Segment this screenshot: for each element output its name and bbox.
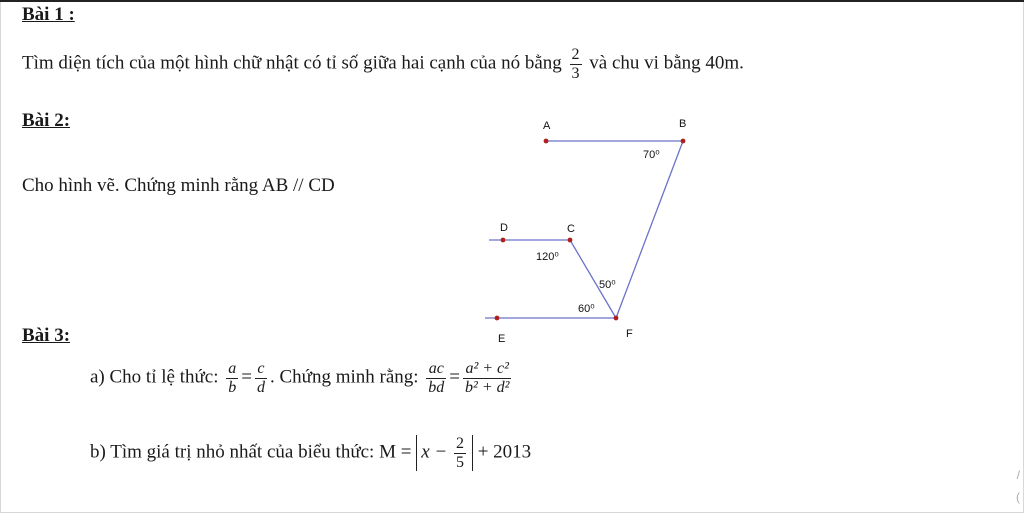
bai1-ratio (570, 46, 582, 82)
bai1-text (22, 46, 744, 82)
angle-c: 120⁰ (536, 251, 559, 263)
bai3-b-tail: + 2013 (477, 441, 532, 463)
absolute-value (416, 435, 473, 471)
edge-mark-1: / (1016, 468, 1020, 482)
bai3-part-a (90, 360, 514, 396)
edge-mark-2: ( (1016, 490, 1020, 504)
label-f: F (626, 328, 633, 340)
frac3-den: bd (428, 378, 445, 396)
bai3-a-label: a) Cho tỉ lệ thức: (90, 366, 219, 388)
angle-b: 70⁰ (643, 149, 660, 161)
label-e: E (498, 333, 506, 345)
frac3-num: ac (428, 360, 444, 377)
frac1-num: a (228, 360, 237, 377)
bai1-ratio-num: 2 (571, 46, 580, 63)
frac2-den: d (256, 378, 265, 396)
label-b: B (679, 118, 687, 130)
label-a: A (543, 120, 551, 132)
point-c (568, 238, 573, 243)
point-a (544, 139, 549, 144)
frac-c-over-d (255, 360, 267, 396)
point-b (681, 139, 686, 144)
bai2-text: Cho hình vẽ. Chứng minh rằng AB // CD (22, 175, 335, 196)
frac-squares (463, 360, 511, 396)
frac5-den: 5 (455, 453, 464, 471)
frac4-den: b² + d² (465, 378, 510, 396)
geometry-figure (480, 112, 720, 357)
abs-x-minus: x − (421, 441, 448, 463)
bai3-b-label: b) Tìm giá trị nhỏ nhất của biểu thức: M = (90, 441, 412, 463)
geometry-svg (480, 112, 720, 357)
line-bf (616, 141, 683, 318)
label-c: C (567, 223, 575, 235)
angle-f1: 50⁰ (599, 279, 616, 291)
top-border (0, 0, 1024, 2)
bai1-title: Bài 1 : (22, 4, 75, 25)
bai3-a-mid: . Chứng minh rằng: (269, 366, 419, 388)
bai2-title: Bài 2: (22, 110, 71, 131)
frac4-num: a² + c² (465, 360, 509, 377)
point-f (614, 316, 619, 321)
frac-2-over-5 (454, 435, 466, 471)
bai1-statement-end: và chu vi bằng 40m. (589, 52, 744, 74)
frac-a-over-b (226, 360, 238, 396)
eq-sign-2: = (449, 366, 461, 388)
bai3-title: Bài 3: (22, 325, 71, 346)
bai1-statement: Tìm diện tích của một hình chữ nhật có tỉ số giữa hai cạnh của nó bằng (22, 52, 562, 74)
eq-sign-1: = (241, 366, 252, 388)
angle-f2: 60⁰ (578, 303, 595, 315)
frac-ac-over-bd (426, 360, 446, 396)
frac1-den: b (228, 378, 237, 396)
frac2-num: c (257, 360, 265, 377)
point-d (501, 238, 506, 243)
frac5-num: 2 (455, 435, 464, 452)
bai3-part-b (90, 435, 531, 471)
label-d: D (500, 222, 508, 234)
point-e (495, 316, 500, 321)
bai1-ratio-den: 3 (571, 64, 580, 82)
